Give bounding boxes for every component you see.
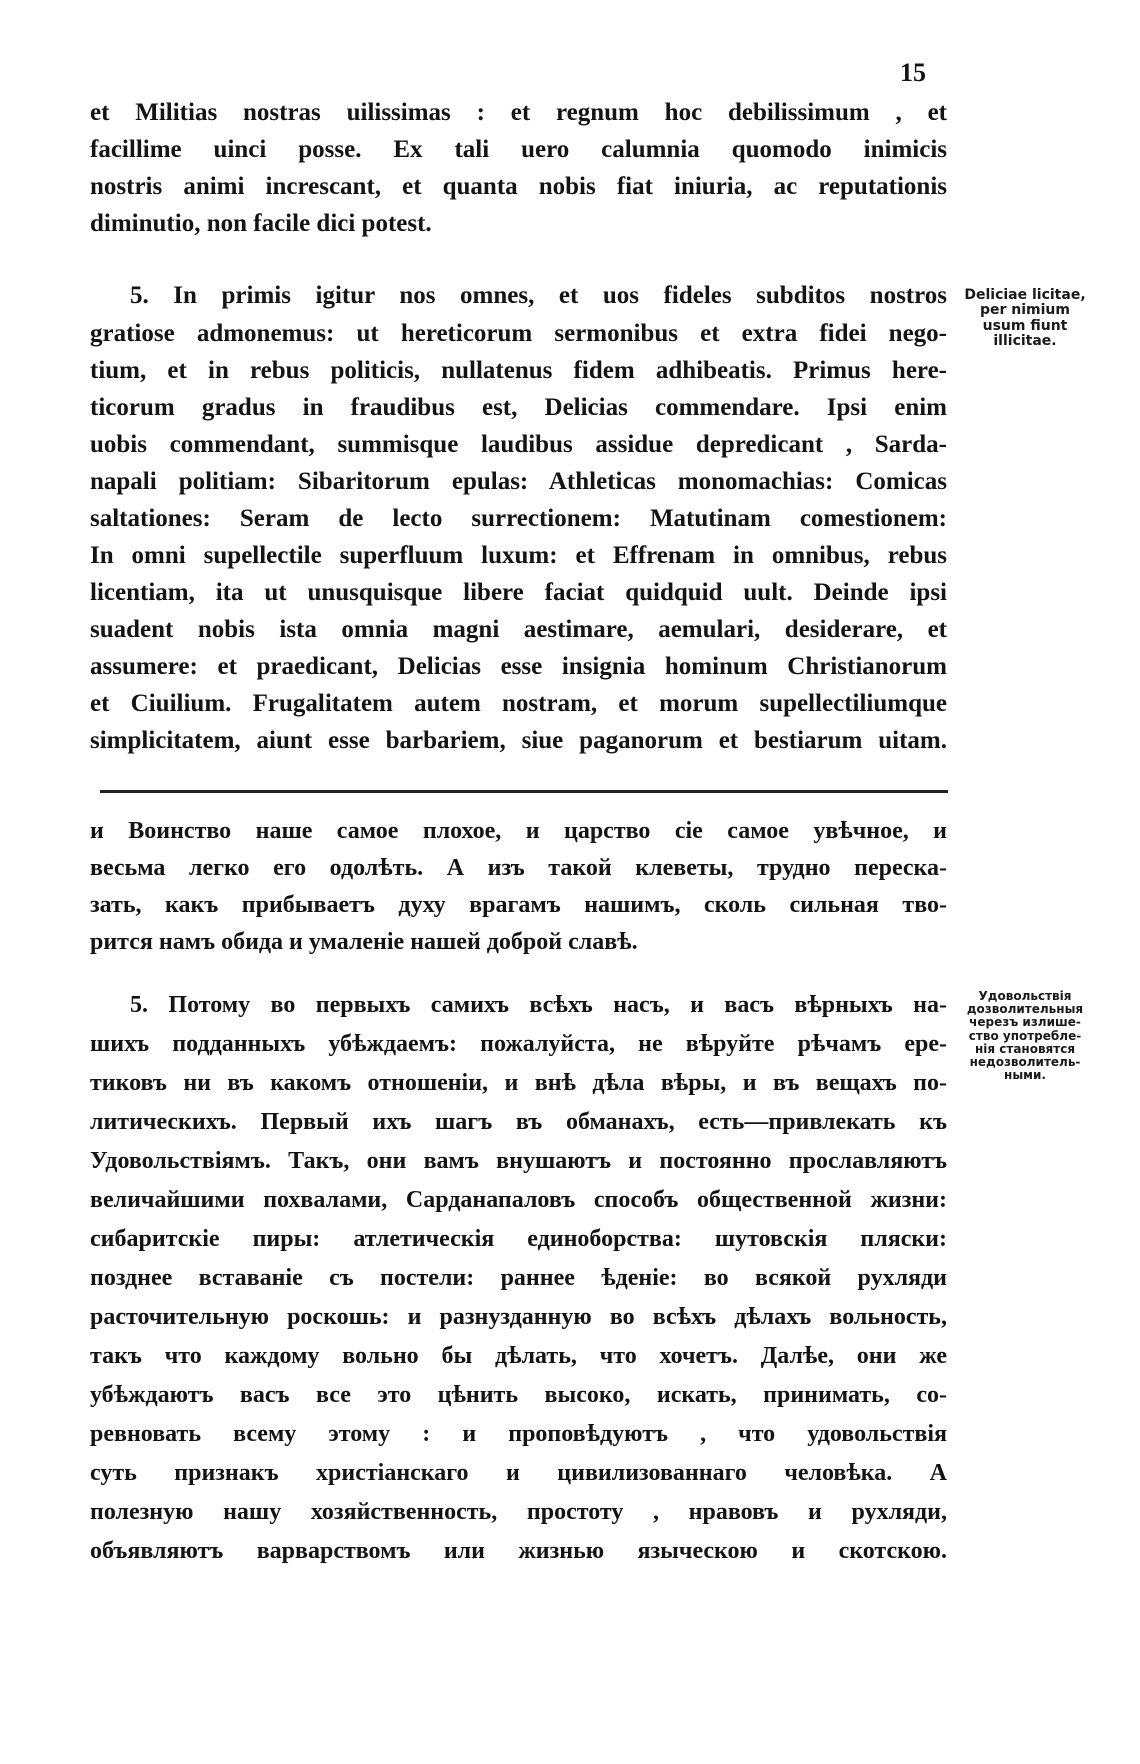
text-line: In omni supellectile superfluum luxum: et Effrenam in omnibus, rebus <box>90 542 947 569</box>
text-line: суть признакъ христіанскаго и цивилизованнаго человѣка. А <box>90 1460 947 1486</box>
text-line: позднее вставаніе съ постели: раннее ѣденіе: во всякой рухляди <box>90 1265 947 1291</box>
margin-note-line: нія становятся <box>974 1041 1076 1056</box>
text-line: расточительную роскошь: и разнузданную во всѣхъ дѣлахъ вольность, <box>90 1304 947 1330</box>
margin-note-line: illicitae. <box>993 333 1057 350</box>
text-line: рится намъ обида и умаленіе нашей доброй славѣ. <box>90 929 638 955</box>
text-line: et Militias nostras uilissimas : et regnum hoc debilissimum , et <box>90 99 947 126</box>
text-line: убѣждаютъ васъ все это цѣнить высоко, искать, принимать, со- <box>90 1382 947 1408</box>
text-line: ревновать всему этому : и проповѣдуютъ , что удовольствія <box>90 1421 947 1447</box>
text-line: diminutio, non facile dici potest. <box>90 210 432 237</box>
margin-note-line: usum fiunt <box>982 317 1068 334</box>
text-line: licentiam, ita ut unusquisque libere faciat quidquid uult. Deinde ipsi <box>90 579 947 606</box>
text-line: assumere: et praedicant, Delicias esse insignia hominum Christianorum <box>90 653 947 680</box>
margin-note-line: ными. <box>1004 1068 1046 1083</box>
text-line: шихъ подданныхъ убѣждаемъ: пожалуйста, не вѣруйте рѣчамъ ере- <box>90 1031 947 1057</box>
text-line: полезную нашу хозяйственность, простоту , нравовъ и рухляди, <box>90 1499 947 1525</box>
text-line: объявляютъ варварствомъ или жизнью языческою и скотскою. <box>90 1538 947 1564</box>
text-line: 5. In primis igitur nos omnes, et uos fideles subditos nostros <box>130 282 947 309</box>
margin-note-line: недозволитель- <box>969 1054 1081 1069</box>
margin-note-line: черезъ излише- <box>969 1015 1081 1030</box>
margin-note-line: ство употребле- <box>968 1028 1082 1043</box>
text-line: tium, et in rebus politicis, nullatenus fidem adhibeatis. Primus here- <box>90 357 947 384</box>
text-line: литическихъ. Первый ихъ шагъ въ обманахъ, есть—привлекать къ <box>90 1109 947 1135</box>
russian-margin-note <box>950 990 1100 1082</box>
section-divider <box>100 790 948 793</box>
text-line: весьма легко его одолѣть. А изъ такой клеветы, трудно переска- <box>90 855 947 881</box>
text-line: napali politiam: Sibaritorum epulas: Athleticas monomachias: Comicas <box>90 468 947 495</box>
text-line: сибаритскіе пиры: атлетическія единоборства: шутовскія пляски: <box>90 1226 947 1252</box>
text-line: тиковъ ни въ какомъ отношеніи, и внѣ дѣла вѣры, и въ вещахъ по- <box>90 1070 947 1096</box>
margin-note-line: per nimium <box>979 302 1070 319</box>
text-line: Удовольствіямъ. Такъ, они вамъ внушаютъ и постоянно прославляютъ <box>90 1148 947 1174</box>
text-line: gratiose admonemus: ut hereticorum sermonibus et extra fidei nego- <box>90 320 947 347</box>
text-line: зать, какъ прибываетъ духу врагамъ нашимъ, сколь сильная тво- <box>90 892 947 918</box>
text-line: ticorum gradus in fraudibus est, Delicias commendare. Ipsi enim <box>90 394 947 421</box>
margin-note-line: Удовольствія <box>978 989 1072 1003</box>
latin-margin-note <box>950 288 1100 350</box>
text-line: et Ciuilium. Frugalitatem autem nostram, et morum supellectiliumque <box>90 690 947 717</box>
text-line: simplicitatem, aiunt esse barbariem, siue paganorum et bestiarum uitam. <box>90 727 947 754</box>
text-line: такъ что каждому вольно бы дѣлать, что хочетъ. Далѣе, они же <box>90 1343 947 1369</box>
margin-note-line: дозволительныя <box>966 1002 1084 1017</box>
text-line: величайшими похвалами, Сарданапаловъ способъ общественной жизни: <box>90 1187 947 1213</box>
text-line: 5. Потому во первыхъ самихъ всѣхъ насъ, и васъ вѣрныхъ на- <box>130 992 947 1018</box>
text-line: uobis commendant, summisque laudibus assidue depredicant , Sarda- <box>90 431 947 458</box>
text-line: nostris animi increscant, et quanta nobis fiat iniuria, ac reputationis <box>90 173 947 200</box>
text-line: saltationes: Seram de lecto surrectionem: Matutinam comestionem: <box>90 505 947 532</box>
page-number: 15 <box>900 58 926 87</box>
margin-note-line: Deliciae licitae, <box>964 287 1086 303</box>
text-line: и Воинство наше самое плохое, и царство сіе самое увѣчное, и <box>90 818 947 844</box>
text-line: suadent nobis ista omnia magni aestimare, aemulari, desiderare, et <box>90 616 947 643</box>
text-line: facillime uinci posse. Ex tali uero calumnia quomodo inimicis <box>90 136 947 163</box>
